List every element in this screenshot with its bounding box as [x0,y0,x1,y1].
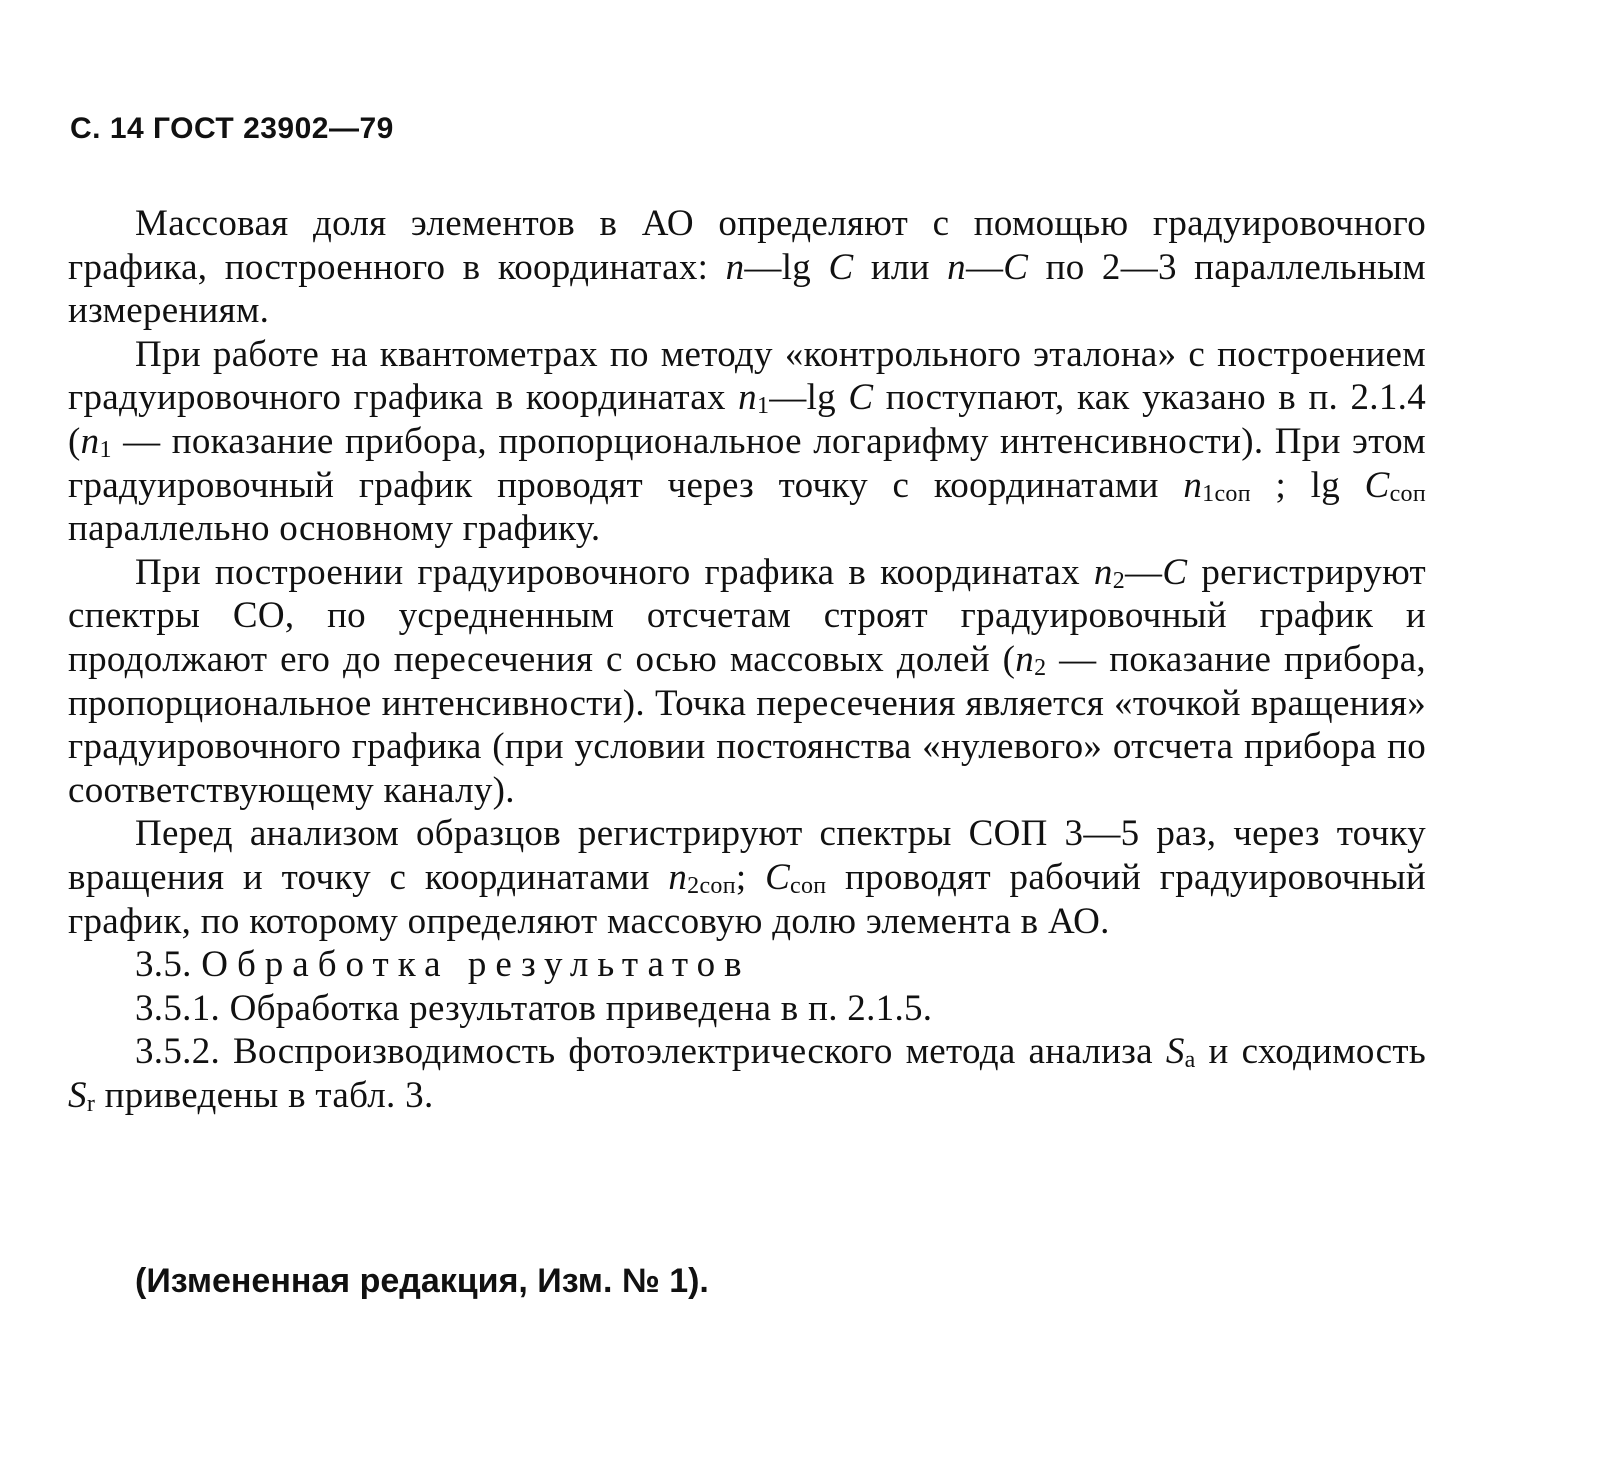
section-3-5-2: 3.5.2. Воспроизводимость фотоэлектрического метода анализа $S_a$ и сходимость $S_r$ приведены в табл. 3. [68,1031,1426,1117]
section-3-5-heading: 3.5. Обработка результатов [135,944,751,986]
section-3-5-1: 3.5.1. Обработка результатов приведена в п. 2.1.5. [135,987,933,1029]
revision-note: (Измененная редакция, Изм. № 1). [135,1262,709,1300]
paragraph-working-calibration: Перед анализом образцов регистрируют спектры СОП 3—5 раз, через точку вращения и точку с координатами $n_{2соп}$; $C_{соп}$ проводят рабочий градуировочный график, по которому определяют массовую долю элемента в АО. [68,813,1426,942]
paragraph-rotation-point: При построении градуировочного графика в координатах $n_2—C$ регистрируют спектры СО, по усредненным отсчетам строят градуировочный график и продолжают его до пересечения с осью массовых долей ($n_2$ — показание прибора, пропорциональное интенсивности). Точка пересечения является «точкой вращения» градуировочного графика (при условии постоянства «нулевого» отсчета прибора по соответствующему каналу). [68,551,1427,811]
paragraph-calibration-coordinates: Массовая доля элементов в АО определяют с помощью градуировочного графика, построенного в координатах: n—lg C или n—C по 2—3 параллельным измерениям. [68,203,1426,332]
document-body [68,202,1426,1117]
page-header: С. 14 ГОСТ 23902—79 [70,112,394,145]
paragraph-control-standard-method: При работе на квантометрах по методу «контрольного эталона» с построением градуировочного графика в координатах $n_1—\lg$ C поступают, как указано в п. 2.1.4 ($n_1$ — показание прибора, пропорциональное логарифму интенсивности). При этом градуировочный график проводят через точку с координатами $n_{1соп}$ ; $\lg C_{соп}$ параллельно основному графику. [68,333,1426,550]
